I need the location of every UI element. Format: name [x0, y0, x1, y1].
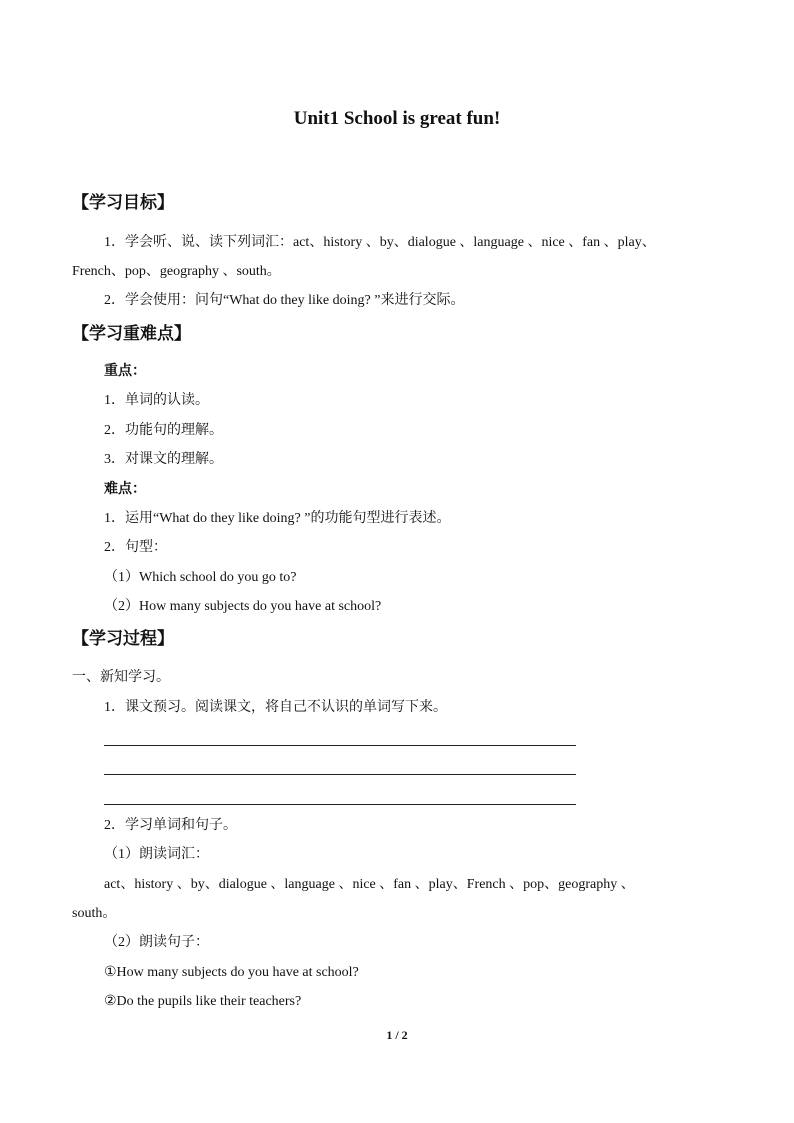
process-step-2: 2．学习单词和句子。: [104, 818, 237, 833]
difficult-point-4: （2）How many subjects do you have at school?: [104, 599, 382, 614]
key-point-2: 2．功能句的理解。: [104, 423, 223, 438]
document-title: Unit1 School is great fun!: [293, 108, 501, 129]
words-line-1: act、history 、by、dialogue 、language 、nice 、fan 、play、French 、pop、geography 、: [104, 877, 635, 892]
answer-line-3[interactable]: [104, 804, 576, 805]
words-line-2: south。: [72, 906, 117, 921]
read-sentences-label: （2）朗读句子：: [104, 935, 209, 950]
section-heading-process: 【学习过程】: [72, 629, 174, 648]
difficult-point-1: 1．运用“What do they like doing? ”的功能句型进行表述。: [104, 511, 451, 526]
process-part-1: 一、新知学习。: [72, 670, 170, 685]
goal-line-2: French、pop、geography 、south。: [72, 264, 281, 279]
difficult-point-2: 2．句型：: [104, 540, 167, 555]
answer-line-1[interactable]: [104, 745, 576, 746]
sentence-2: ②Do the pupils like their teachers?: [104, 994, 302, 1009]
key-points-label: 重点：: [104, 364, 146, 379]
page-number: 1 / 2: [386, 1028, 408, 1042]
goal-line-1: 1．学会听、说、读下列词汇：act、history 、by、dialogue 、language 、nice 、fan 、play、: [104, 235, 656, 250]
sentence-1: ①How many subjects do you have at school?: [104, 965, 359, 980]
process-step-1: 1．课文预习。阅读课文，将自己不认识的单词写下来。: [104, 700, 447, 715]
key-point-3: 3．对课文的理解。: [104, 452, 223, 467]
section-heading-key-points: 【学习重难点】: [72, 324, 191, 343]
goal-line-3: 2．学会使用：问句“What do they like doing? ”来进行交际。: [104, 293, 465, 308]
section-heading-goals: 【学习目标】: [72, 193, 174, 212]
read-words-label: （1）朗读词汇：: [104, 847, 209, 862]
answer-line-2[interactable]: [104, 774, 576, 775]
difficult-point-3: （1）Which school do you go to?: [104, 570, 297, 585]
difficult-points-label: 难点：: [104, 482, 146, 497]
key-point-1: 1．单词的认读。: [104, 393, 209, 408]
